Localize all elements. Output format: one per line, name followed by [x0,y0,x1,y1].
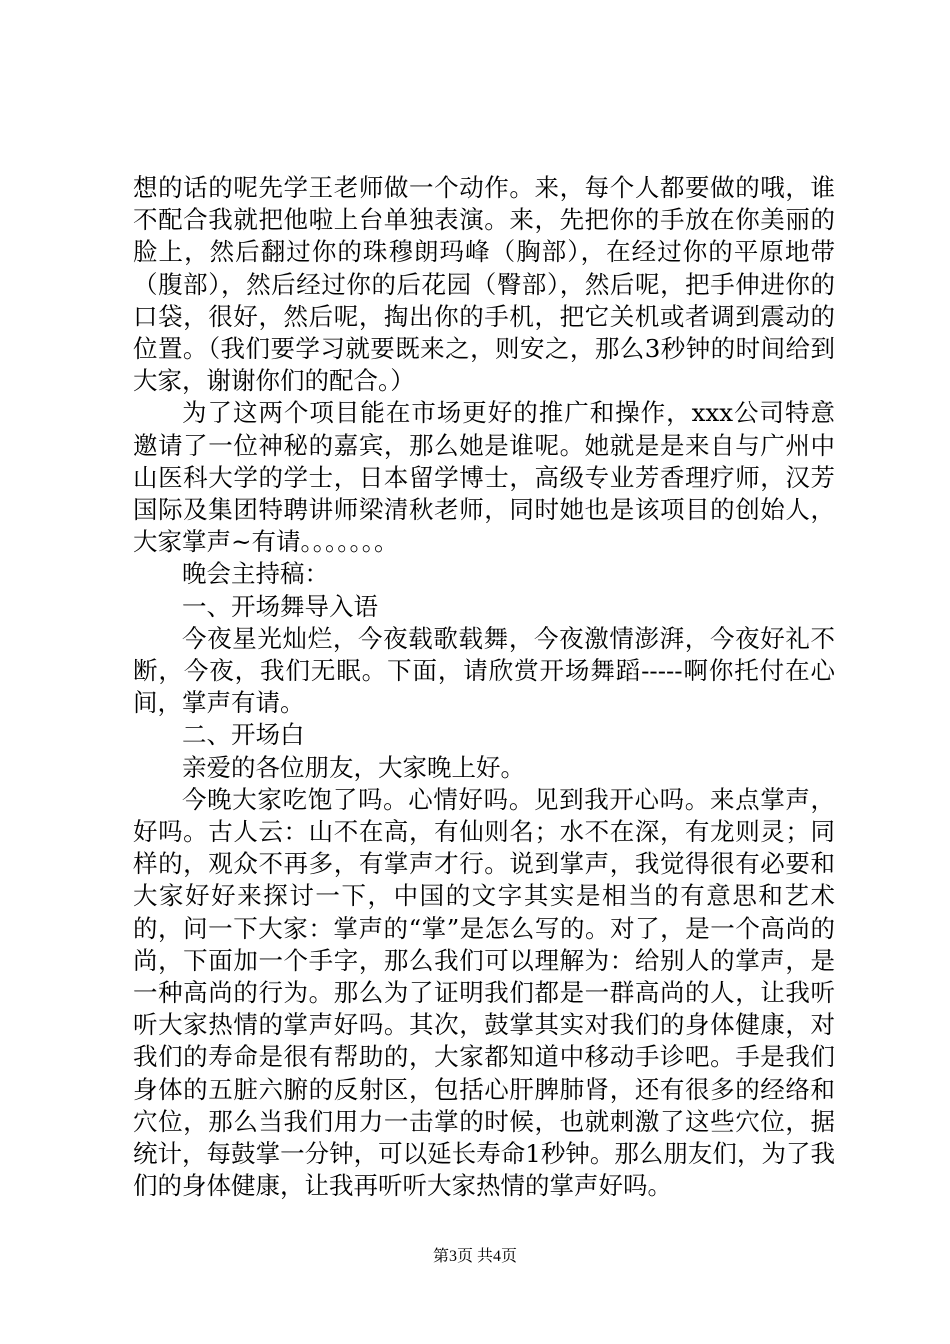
paragraph-applause: 今晚大家吃饱了吗。心情好吗。见到我开心吗。来点掌声，好吗。古人云：山不在高，有仙则名；水不在深，有龙则灵；同样的，观众不再多，有掌声才行。说到掌声，我觉得很有必要和大家好好来探讨一下，中国的文字其实是相当的有意思和艺术的，问一下大家：掌声的“掌”是怎么写的。对了，是一个高尚的尚，下面加一个手字，那么我们可以理解为：给别人的掌声，是一种高尚的行为。那么为了证明我们都是一群高尚的人，让我听听大家热情的掌声好吗。其次，鼓掌其实对我们的身体健康，对我们的寿命是很有帮助的，大家都知道中移动手诊吧。手是我们身体的五脏六腑的反射区，包括心肝脾肺肾，还有很多的经络和穴位，那么当我们用力一击掌的时候，也就刺激了这些穴位，据统计，每鼓掌一分钟，可以延长寿命1秒钟。那么朋友们，为了我们的身体健康，让我再听听大家热情的掌声好吗。 [133,784,835,1201]
page-number-footer: 第3页 共4页 [432,1248,517,1265]
paragraph-opening-dance: 今夜星光灿烂，今夜载歌载舞，今夜激情澎湃，今夜好礼不断，今夜，我们无眠。下面，请欣赏开场舞蹈-----啊你托付在心间，掌声有请。 [133,623,835,718]
paragraph-heading-script: 晚会主持稿： [182,559,329,589]
paragraph-continuation: 想的话的呢先学王老师做一个动作。来，每个人都要做的哦，谁不配合我就把他啦上台单独表演。来，先把你的手放在你美丽的脸上，然后翻过你的珠穆朗玛峰（胸部），在经过你的平原地带（腹部），然后经过你的后花园（臀部），然后呢，把手伸进你的口袋，很好，然后呢，掏出你的手机，把它关机或者调到震动的位置。（我们要学习就要既来之，则安之，那么3秒钟的时间给到大家，谢谢你们的配合。） [133,173,835,396]
paragraph-guest-intro: 为了这两个项目能在市场更好的推广和操作，xxx公司特意邀请了一位神秘的嘉宾，那么她是谁呢。她就是是来自与广州中山医科大学的学士，日本留学博士，高级专业芳香理疗师，汉芳国际及集团特聘讲师梁清秋老师，同时她也是该项目的创始人，大家掌声~有请。。。。。。。 [133,398,835,557]
document-body [133,172,835,1203]
section-heading-opening-dance: 一、开场舞导入语 [182,591,378,621]
paragraph-greeting: 亲爱的各位朋友，大家晚上好。 [182,752,525,782]
section-heading-opening-remarks: 二、开场白 [182,720,305,750]
